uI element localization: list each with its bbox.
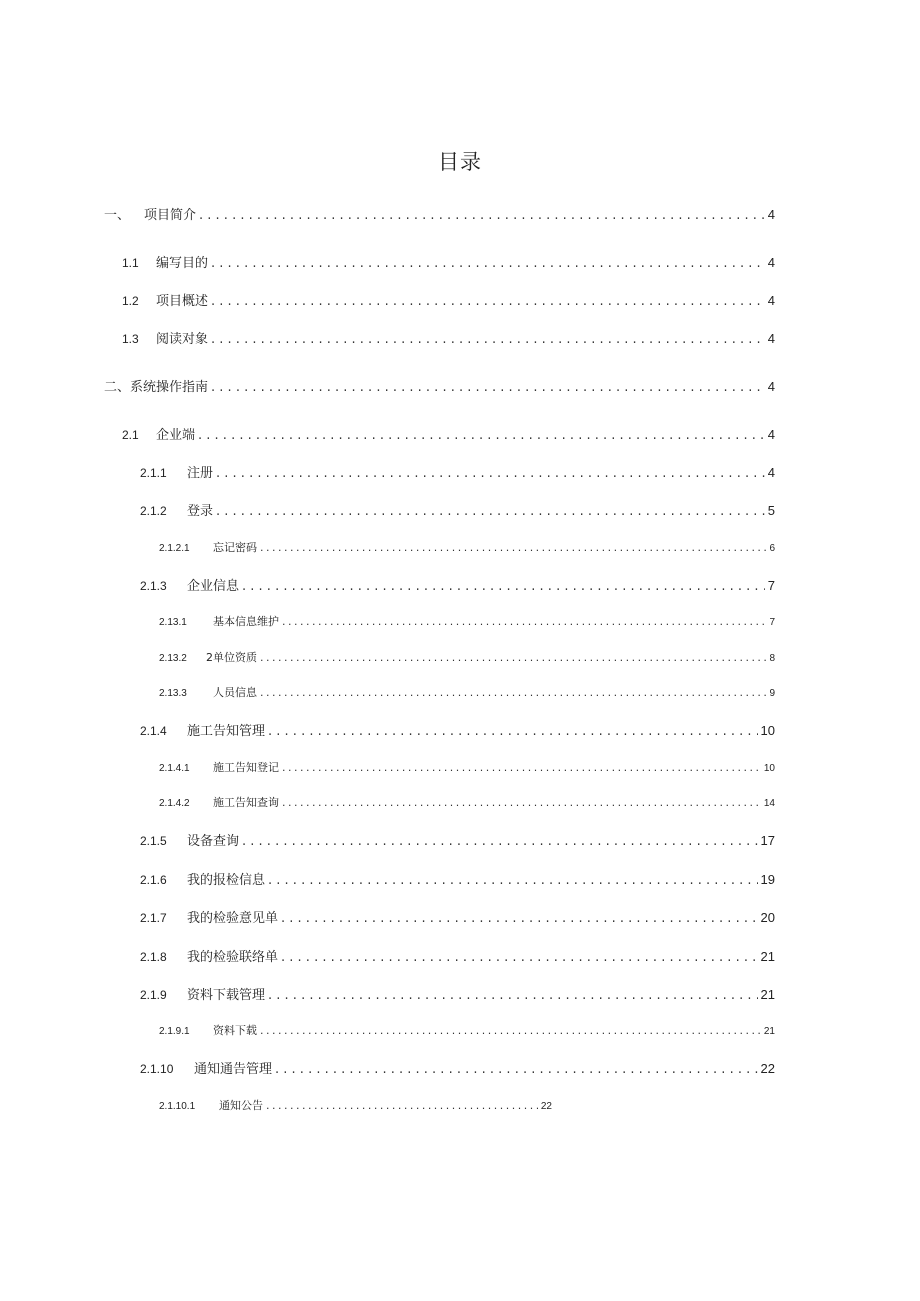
toc-entry-number: 2.1.8: [140, 950, 167, 964]
toc-entry-label: 我的检验意见单: [187, 911, 279, 926]
toc-entry-number: 二、: [104, 379, 131, 394]
toc-entry-label: 资料下载管理: [187, 988, 266, 1003]
toc-entry-label: 设备查询: [187, 834, 240, 849]
toc-entry-number: 2.1.4.1: [159, 763, 190, 774]
toc-entry-label: 基本信息维护: [213, 615, 279, 628]
toc-entry[interactable]: [140, 500, 775, 519]
toc-entry-number: 2.13.1: [159, 617, 187, 628]
toc-dot-leader: [216, 466, 765, 481]
toc-entry-number: 2.1.10: [140, 1062, 174, 1076]
toc-dot-leader: [198, 428, 765, 443]
toc-entry[interactable]: [140, 830, 775, 849]
toc-entry-page: 20: [760, 910, 775, 925]
toc-entry[interactable]: [122, 290, 775, 309]
toc-entry-number: 2.13.3: [159, 688, 187, 699]
toc-entry-page: 4: [767, 465, 775, 480]
toc-entry-page: 7: [769, 617, 775, 628]
toc-dot-leader: [266, 1099, 538, 1112]
toc-dot-leader: [260, 651, 766, 664]
toc-entry-page: 21: [760, 987, 775, 1002]
toc-entry-number: 2.1.2.1: [159, 543, 190, 554]
toc-entry[interactable]: [140, 946, 775, 965]
toc-entry-page: 10: [763, 763, 775, 774]
toc-entry-label: 系统操作指南: [130, 380, 209, 395]
toc-entry[interactable]: [140, 907, 775, 926]
toc-entry[interactable]: [104, 376, 775, 395]
toc-entry-label: 施工告知查询: [213, 796, 279, 809]
toc-entry-page: 5: [767, 503, 775, 518]
toc-entry-number: 2.1.7: [140, 911, 167, 925]
toc-dot-leader: [211, 332, 765, 347]
toc-entry-label: 我的检验联络单: [187, 950, 279, 965]
toc-dot-leader: [268, 873, 758, 888]
toc-entry-number: 2.1.3: [140, 579, 167, 593]
toc-dot-leader: [211, 294, 765, 309]
toc-entry[interactable]: [140, 720, 775, 739]
toc-dot-leader: [281, 911, 758, 926]
toc-entry-page: 22: [540, 1101, 552, 1112]
toc-dot-leader: [199, 208, 765, 223]
toc-entry-label: 2单位资质: [206, 651, 257, 664]
toc-entry-label: 阅读对象: [156, 332, 209, 347]
toc-entry-number: 2.1.6: [140, 873, 167, 887]
toc-entry-page: 4: [767, 293, 775, 308]
toc-dot-leader: [281, 950, 758, 965]
toc-dot-leader: [268, 724, 758, 739]
toc-entry-label: 编写目的: [156, 256, 209, 271]
toc-entry-number: 2.1.9: [140, 988, 167, 1002]
toc-entry-page: 4: [767, 255, 775, 270]
toc-entry-label: 施工告知登记: [213, 761, 279, 774]
toc-entry-number: 2.1.10.1: [159, 1101, 196, 1112]
toc-entry-number: 2.13.2: [159, 653, 187, 664]
toc-dot-leader: [216, 504, 765, 519]
toc-entry-label: 项目简介: [144, 208, 197, 223]
toc-entry[interactable]: [159, 613, 775, 629]
toc-entry-label: 注册: [187, 466, 214, 481]
toc-entry-page: 8: [769, 653, 775, 664]
toc-entry-number: 2.1.1: [140, 466, 167, 480]
toc-dot-leader: [260, 541, 766, 554]
toc-entry-label: 通知通告管理: [194, 1062, 273, 1077]
toc-entry-page: 6: [769, 543, 775, 554]
toc-entry[interactable]: [140, 984, 775, 1003]
toc-entry-label: 我的报检信息: [187, 873, 266, 888]
toc-dot-leader: [282, 615, 766, 628]
toc-entry-number: 1.1: [122, 256, 139, 270]
toc-entry[interactable]: [159, 649, 775, 665]
toc-entry-number: 2.1.2: [140, 504, 167, 518]
toc-dot-leader: [282, 761, 761, 774]
toc-entry-page: 4: [767, 207, 775, 222]
toc-entry-page: 21: [760, 949, 775, 964]
toc-entry-number: 1.2: [122, 294, 139, 308]
toc-dot-leader: [275, 1062, 758, 1077]
toc-entry-label: 项目概述: [156, 294, 209, 309]
toc-entry-number: 2.1.4: [140, 724, 167, 738]
toc-entry[interactable]: [159, 684, 775, 700]
toc-entry-label: 企业端: [156, 428, 196, 443]
toc-dot-leader: [268, 988, 758, 1003]
toc-entry[interactable]: [159, 794, 775, 810]
toc-entry-label: 施工告知管理: [187, 724, 266, 739]
toc-entry-page: 22: [760, 1061, 775, 1076]
toc-entry-number: 2.1: [122, 428, 139, 442]
toc-entry[interactable]: [140, 575, 775, 594]
toc-dot-leader: [211, 380, 765, 395]
toc-dot-leader: [260, 1024, 761, 1037]
toc-entry-number: 1.3: [122, 332, 139, 346]
toc-entry-label: 登录: [187, 504, 214, 519]
toc-entry-page: 4: [767, 331, 775, 346]
toc-dot-leader: [211, 256, 765, 271]
toc-entry-number: 2.1.9.1: [159, 1026, 190, 1037]
toc-entry-label: 企业信息: [187, 579, 240, 594]
toc-entry-page: 4: [767, 427, 775, 442]
toc-entry-page: 14: [763, 798, 775, 809]
toc-entry[interactable]: [140, 869, 775, 888]
toc-entry-page: 19: [760, 872, 775, 887]
toc-entry[interactable]: [140, 462, 775, 481]
toc-entry[interactable]: [159, 539, 775, 555]
toc-entry-label: 资料下载: [213, 1024, 257, 1037]
toc-entry-number: 2.1.5: [140, 834, 167, 848]
toc-entry[interactable]: [104, 204, 775, 223]
toc-entry-page: 7: [767, 578, 775, 593]
toc-entry-page: 4: [767, 379, 775, 394]
toc-entry-label: 通知公告: [219, 1099, 263, 1112]
toc-entry[interactable]: [122, 328, 775, 347]
toc-entry-page: 21: [763, 1026, 775, 1037]
toc-entry[interactable]: [122, 424, 775, 443]
toc-entry-page: 9: [769, 688, 775, 699]
toc-dot-leader: [242, 579, 765, 594]
toc-entry-number: 2.1.4.2: [159, 798, 190, 809]
toc-entry-page: 10: [760, 723, 775, 738]
toc-entry-label: 忘记密码: [213, 541, 257, 554]
toc-entry-page: 17: [760, 833, 775, 848]
toc-entry[interactable]: [159, 1097, 552, 1113]
toc-dot-leader: [282, 796, 761, 809]
toc-entry[interactable]: [159, 759, 775, 775]
toc-dot-leader: [260, 686, 766, 699]
toc-entry[interactable]: [159, 1022, 775, 1038]
toc-entry[interactable]: [122, 252, 775, 271]
toc-dot-leader: [242, 834, 758, 849]
toc-entry-number: 一、: [104, 207, 131, 222]
toc-title: 目录: [438, 150, 482, 174]
toc-entry-label: 人员信息: [213, 686, 257, 699]
toc-entry[interactable]: [140, 1058, 775, 1077]
